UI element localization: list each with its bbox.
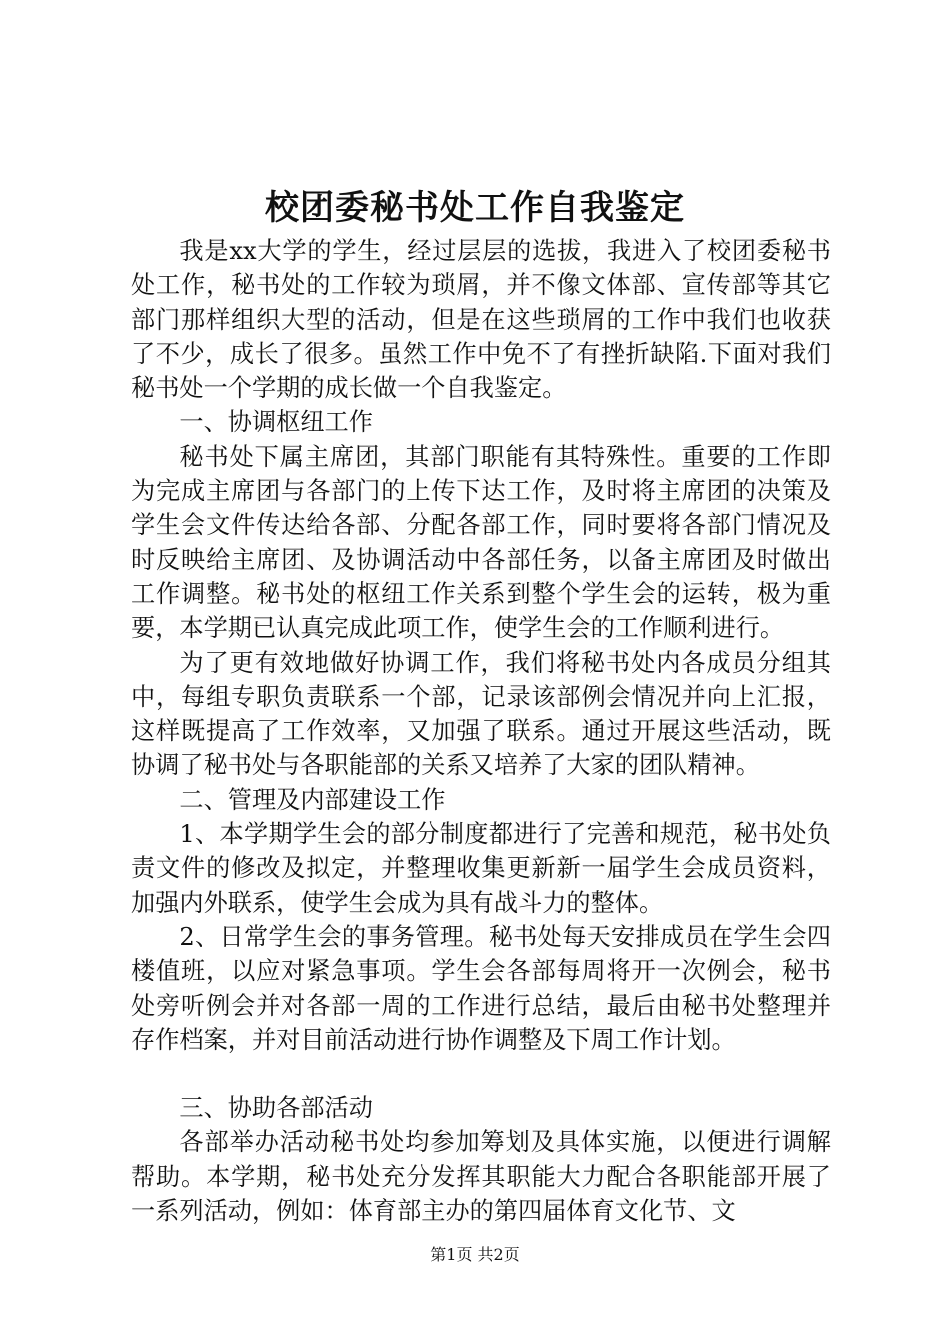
section-heading-coordination: 一、协调枢纽工作 [179,408,373,437]
coordination-paragraph: 秘书处下属主席团，其部门职能有其特殊性。重要的工作即为完成主席团与各部门的上传下达工作，及时将主席团的决策及学生会文件传达给各部、分配各部工作，同时要将各部门情况及时反映给主席团、及协调活动中各部任务，以备主席团及时做出工作调整。秘书处的枢纽工作关系到整个学生会的运转，极为重要，本学期已认真完成此项工作，使学生会的工作顺利进行。 [131,442,831,643]
assistance-paragraph: 各部举办活动秘书处均参加筹划及具体实施，以便进行调解帮助。本学期，秘书处充分发挥其职能大力配合各职能部开展了一系列活动，例如：体育部主办的第四届体育文化节、文 [131,1128,831,1226]
management-item-2: 2、日常学生会的事务管理。秘书处每天安排成员在学生会四楼值班，以应对紧急事项。学生会各部每周将开一次例会，秘书处旁听例会并对各部一周的工作进行总结，最后由秘书处整理并存作档案，并对目前活动进行协作调整及下周工作计划。 [131,922,831,1054]
document-body [131,234,831,1228]
page-footer: 第1页 共2页 [430,1245,520,1264]
section-heading-management: 二、管理及内部建设工作 [179,785,446,814]
intro-paragraph: 我是xx大学的学生，经过层层的选拔，我进入了校团委秘书处工作，秘书处的工作较为琐屑，并不像文体部、宣传部等其它部门那样组织大型的活动，但是在这些琐屑的工作中我们也收获了不少，成长了很多。虽然工作中免不了有挫折缺陷.下面对我们秘书处一个学期的成长做一个自我鉴定。 [131,237,831,403]
section-heading-assistance: 三、协助各部活动 [179,1094,373,1123]
document-title: 校团委秘书处工作自我鉴定 [265,188,685,228]
grouping-paragraph: 为了更有效地做好协调工作，我们将秘书处内各成员分组其中，每组专职负责联系一个部，记录该部例会情况并向上汇报，这样既提高了工作效率，又加强了联系。通过开展这些活动，既协调了秘书处与各职能部的关系又培养了大家的团队精神。 [131,648,831,780]
management-item-1: 1、本学期学生会的部分制度都进行了完善和规范，秘书处负责文件的修改及拟定，并整理收集更新新一届学生会成员资料，加强内外联系，使学生会成为具有战斗力的整体。 [131,820,831,917]
